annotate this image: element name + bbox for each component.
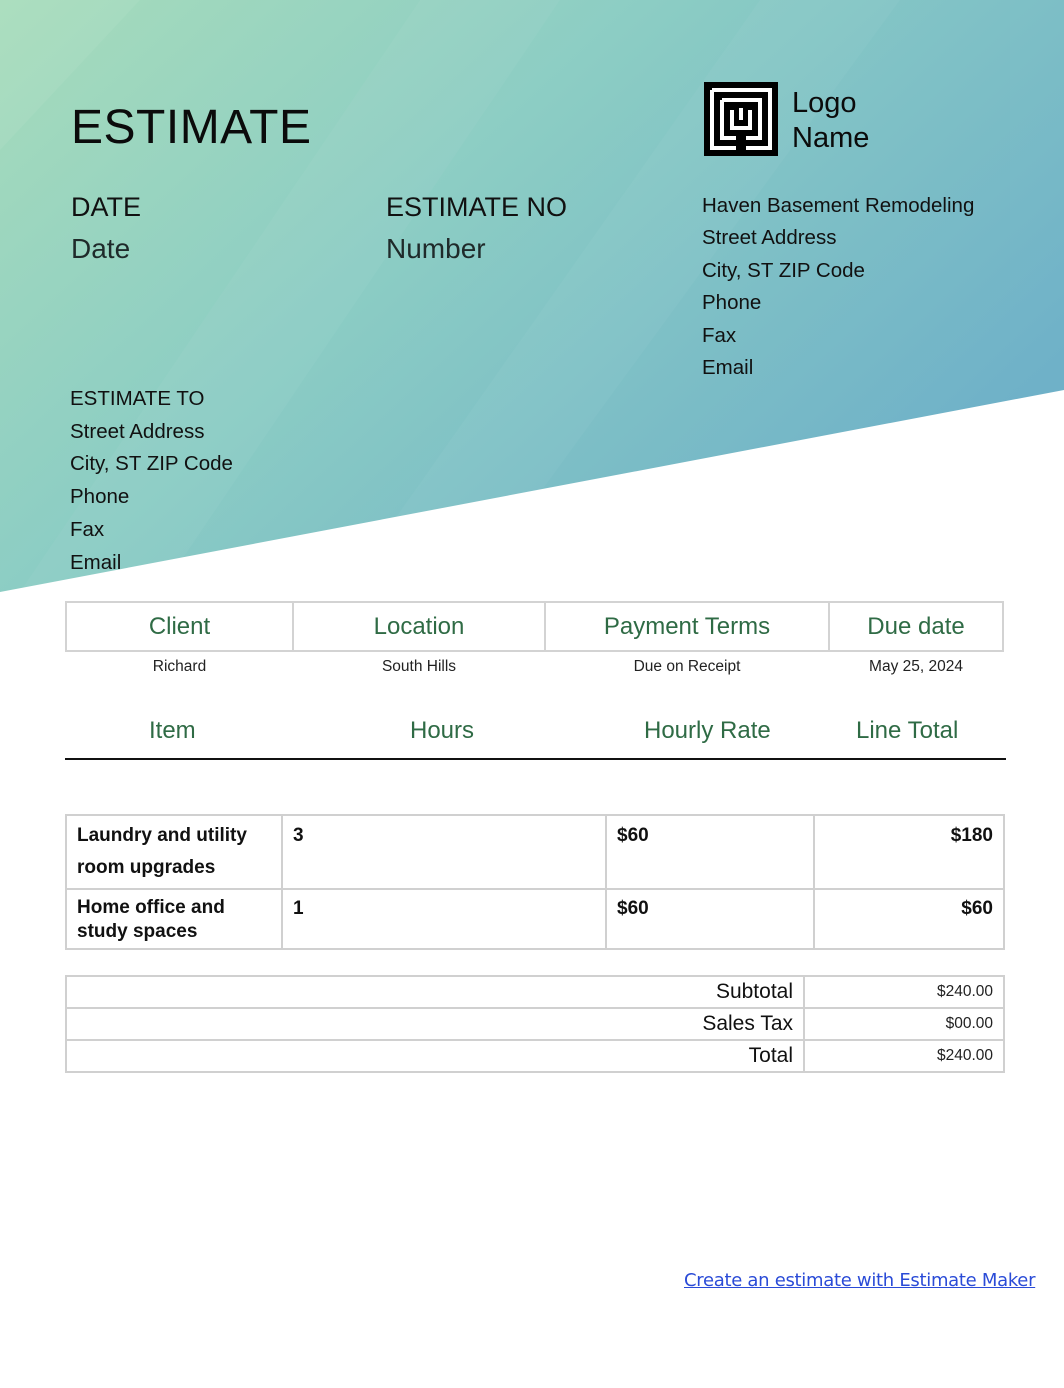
item-name: Laundry and utility room upgrades xyxy=(66,815,282,889)
payment-terms-value: Due on Receipt xyxy=(633,658,741,675)
due-date-header: Due date xyxy=(829,602,1003,651)
hours-header: Hours xyxy=(410,717,475,744)
logo-name xyxy=(792,86,869,156)
item-line-total: $60 xyxy=(814,889,1004,949)
item-name: Home office and study spaces xyxy=(66,889,282,949)
company-city: City, ST ZIP Code xyxy=(702,258,865,282)
due-date-value: May 25, 2024 xyxy=(869,658,963,675)
estimate-info-table xyxy=(65,601,1004,692)
item-hours: 1 xyxy=(282,889,606,949)
client-header: Client xyxy=(66,602,293,651)
document-title: ESTIMATE xyxy=(71,101,312,154)
item-line-total: $180 xyxy=(814,815,1004,889)
hourly-rate-header: Hourly Rate xyxy=(644,717,771,744)
subtotal-label: Subtotal xyxy=(66,976,804,1008)
item-hours: 3 xyxy=(282,815,606,889)
items-header-row xyxy=(65,712,1006,760)
recipient-phone: Phone xyxy=(70,485,130,509)
date-label: DATE xyxy=(71,192,142,222)
sales-tax-label: Sales Tax xyxy=(66,1008,804,1040)
logo-line-2: Name xyxy=(792,122,870,154)
maze-logo-icon xyxy=(704,82,778,156)
estimate-maker-link[interactable]: Create an estimate with Estimate Maker xyxy=(684,1270,1036,1291)
client-value: Richard xyxy=(152,658,207,675)
recipient-street: Street Address xyxy=(70,419,205,443)
recipient-fax: Fax xyxy=(70,517,105,541)
company-name: Haven Basement Remodeling xyxy=(702,194,975,217)
item-rate: $60 xyxy=(606,815,814,889)
company-phone: Phone xyxy=(702,291,762,315)
item-header: Item xyxy=(149,717,196,744)
company-email: Email xyxy=(702,356,754,380)
location-value: South Hills xyxy=(381,658,457,675)
estimate-number-label: ESTIMATE NO xyxy=(386,192,568,222)
location-header: Location xyxy=(293,602,545,651)
estimate-number-value: Number xyxy=(386,233,486,264)
total-label: Total xyxy=(66,1040,804,1072)
table-row xyxy=(66,889,1004,949)
date-value: Date xyxy=(71,233,131,264)
sales-tax-value: $00.00 xyxy=(804,1008,1004,1040)
line-items-table xyxy=(65,814,1005,950)
line-total-header: Line Total xyxy=(856,717,959,744)
company-street: Street Address xyxy=(702,226,837,250)
company-fax: Fax xyxy=(702,323,737,347)
company-block xyxy=(702,190,974,384)
sales-tax-row xyxy=(66,1008,1004,1040)
subtotal-value: $240.00 xyxy=(804,976,1004,1008)
total-value: $240.00 xyxy=(804,1040,1004,1072)
subtotal-row xyxy=(66,976,1004,1008)
recipient-email: Email xyxy=(70,550,122,574)
estimate-to-label: ESTIMATE TO xyxy=(70,387,205,410)
recipient-city: City, ST ZIP Code xyxy=(70,452,233,476)
estimate-to-block xyxy=(70,383,233,579)
total-row xyxy=(66,1040,1004,1072)
logo-line-1: Logo xyxy=(792,87,857,119)
payment-terms-header: Payment Terms xyxy=(545,602,829,651)
table-row xyxy=(66,815,1004,889)
item-rate: $60 xyxy=(606,889,814,949)
totals-table xyxy=(65,975,1005,1073)
